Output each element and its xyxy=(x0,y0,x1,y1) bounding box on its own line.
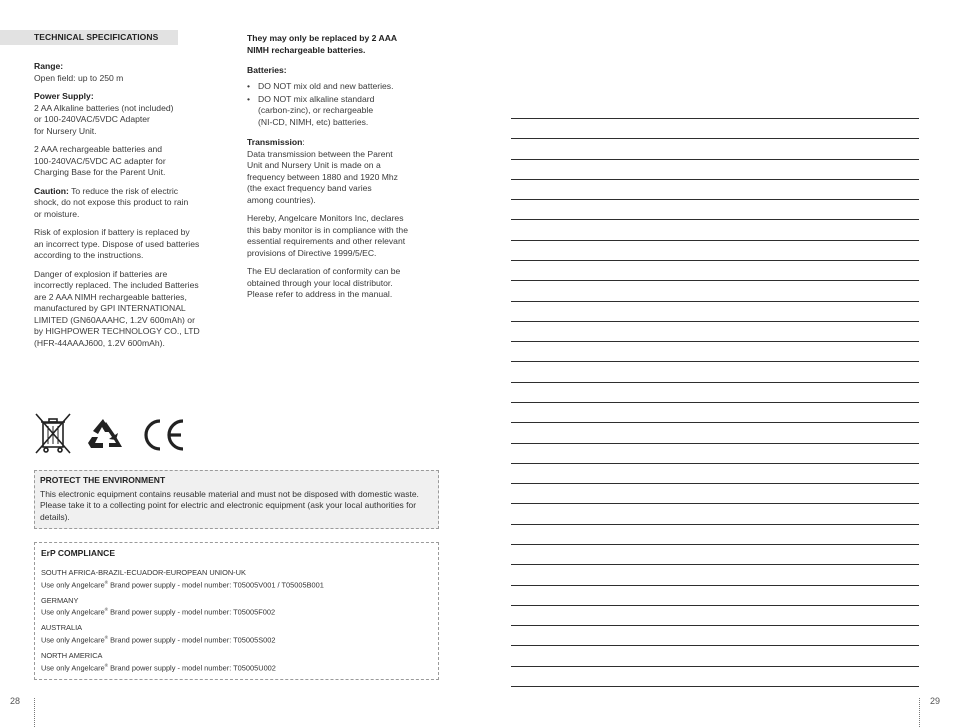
erp-entry xyxy=(41,623,432,645)
erp-entry xyxy=(41,651,432,673)
batteries-title xyxy=(247,65,447,77)
erp-supply-text xyxy=(41,605,432,617)
erp-compliance-box xyxy=(34,542,439,680)
power-supply-block xyxy=(34,91,234,137)
erp-brand-prefix: Use only Angelcare xyxy=(41,663,105,673)
caution-block xyxy=(34,186,234,221)
erp-entry xyxy=(41,568,432,590)
recycle-icon xyxy=(88,419,122,448)
ruled-line xyxy=(511,463,919,464)
replacement-note: They may only be replaced by 2 AAA NIMH rechargeable batteries. xyxy=(247,33,398,55)
power-supply-text-2: 2 AAA rechargeable batteries and 100-240VAC/5VDC AC adapter for Charging Base for the Parent Unit. xyxy=(34,144,166,177)
batteries-list xyxy=(247,81,447,129)
ruled-line xyxy=(511,361,919,362)
ruled-line xyxy=(511,159,919,160)
page-edge-dotted-line-left xyxy=(34,698,35,727)
left-specs-column xyxy=(34,61,234,356)
erp-region: NORTH AMERICA xyxy=(41,650,103,660)
ruled-line xyxy=(511,524,919,525)
section-heading-technical-specifications: TECHNICAL SPECIFICATIONS xyxy=(0,30,178,45)
ruled-line xyxy=(511,666,919,667)
eu-declaration-text: The EU declaration of conformity can be obtained through your local distributor. Please refer to address in the manual. xyxy=(247,266,401,299)
erp-region: AUSTRALIA xyxy=(41,623,83,633)
page-number-right: 29 xyxy=(930,696,941,706)
transmission-title: Transmission xyxy=(247,137,303,147)
risk-text: Risk of explosion if battery is replaced by an incorrect type. Dispose of used batteries according to the instructions. xyxy=(34,227,200,260)
ruled-line xyxy=(511,260,919,261)
transmission-block xyxy=(247,137,447,206)
transmission-colon: : xyxy=(302,137,305,147)
caution-text: To reduce the risk of electric shock, do not expose this product to rain or moisture. xyxy=(34,185,189,219)
registered-mark: ® xyxy=(104,607,109,613)
ruled-line xyxy=(511,280,919,281)
range-text: Open field: up to 250 m xyxy=(34,72,124,83)
ruled-line xyxy=(511,483,919,484)
erp-supply-text xyxy=(41,661,432,673)
erp-supply-text xyxy=(41,633,432,645)
range-block xyxy=(34,61,234,84)
ruled-line xyxy=(511,544,919,545)
ruled-line xyxy=(511,199,919,200)
ruled-line xyxy=(511,625,919,626)
erp-model-text: Brand power supply - model number: T05005F002 xyxy=(108,607,276,617)
erp-supply-text xyxy=(41,578,432,590)
danger-text: Danger of explosion if batteries are incorrectly replaced. The included Batteries are 2 AAA NIMH rechargeable batteries, manufactured by GPI INTERNATIONAL LIMITED (GN60AAAHC, 1.2V 600mAh) or by HIGHPOWER TECHNOLOGY CO., LTD (HFR-44AAAJ600, 1.2V 600mAh). xyxy=(34,268,200,348)
ruled-line xyxy=(511,341,919,342)
battery-bullet: • DO NOT mix old and new batteries. xyxy=(247,81,447,93)
page-edge-dotted-line-right xyxy=(919,698,920,727)
environment-title: PROTECT THE ENVIRONMENT xyxy=(40,475,166,485)
ruled-line xyxy=(511,564,919,565)
page-number-left: 28 xyxy=(10,696,21,706)
ruled-line xyxy=(511,179,919,180)
power-supply-text-1: 2 AA Alkaline batteries (not included) or 100-240VAC/5VDC Adapter for Nursery Unit. xyxy=(34,102,174,136)
ruled-line xyxy=(511,443,919,444)
erp-entry xyxy=(41,596,432,618)
registered-mark: ® xyxy=(104,662,109,668)
compliance-icons xyxy=(32,413,192,457)
power-supply-title: Power Supply: xyxy=(34,91,94,101)
ruled-line xyxy=(511,422,919,423)
ruled-line xyxy=(511,645,919,646)
weee-crossed-bin-icon xyxy=(36,414,70,453)
registered-mark: ® xyxy=(104,634,109,640)
batteries-title-text: Batteries: xyxy=(247,65,287,75)
registered-mark: ® xyxy=(104,579,109,585)
erp-brand-prefix: Use only Angelcare xyxy=(41,635,105,645)
ruled-line xyxy=(511,321,919,322)
erp-brand-prefix: Use only Angelcare xyxy=(41,607,105,617)
ruled-line xyxy=(511,301,919,302)
range-title: Range: xyxy=(34,61,64,71)
ruled-line xyxy=(511,585,919,586)
transmission-text: Data transmission between the Parent Unit and Nursery Unit is made on a frequency between 1880 and 1920 Mhz (the exact frequency band varies among countries). xyxy=(247,148,398,205)
ruled-line xyxy=(511,219,919,220)
ruled-line xyxy=(511,686,919,687)
ruled-line xyxy=(511,402,919,403)
ruled-line xyxy=(511,138,919,139)
ruled-line xyxy=(511,605,919,606)
erp-model-text: Brand power supply - model number: T05005S002 xyxy=(108,635,276,645)
battery-bullet: • DO NOT mix alkaline standard (carbon-zinc), or rechargeable (NI-CD, NIMH, etc) batteries. xyxy=(247,94,447,129)
erp-model-text: Brand power supply - model number: T05005U002 xyxy=(108,663,276,673)
ruled-line xyxy=(511,118,919,119)
erp-model-text: Brand power supply - model number: T05005V001 / T05005B001 xyxy=(108,580,324,590)
caution-title: Caution: xyxy=(34,185,69,196)
ruled-line xyxy=(511,240,919,241)
ruled-line xyxy=(511,503,919,504)
erp-brand-prefix: Use only Angelcare xyxy=(41,580,105,590)
ruled-line xyxy=(511,382,919,383)
environment-text: This electronic equipment contains reusable material and must not be disposed with domestic waste. Please take it to a collecting point for electric and electronic equipment (ask your local authorities for details). xyxy=(40,488,419,522)
ce-mark-icon xyxy=(146,421,183,449)
erp-title: ErP COMPLIANCE xyxy=(41,548,115,558)
declaration-text: Hereby, Angelcare Monitors Inc, declares this baby monitor is in compliance with the essential requirements and other relevant provisions of Directive 1999/5/EC. xyxy=(247,213,408,258)
erp-region: SOUTH AFRICA-BRAZIL-ECUADOR-EUROPEAN UNION-UK xyxy=(41,568,246,577)
erp-region: GERMANY xyxy=(41,595,79,605)
protect-environment-box xyxy=(34,470,439,529)
middle-specs-column xyxy=(247,33,447,308)
